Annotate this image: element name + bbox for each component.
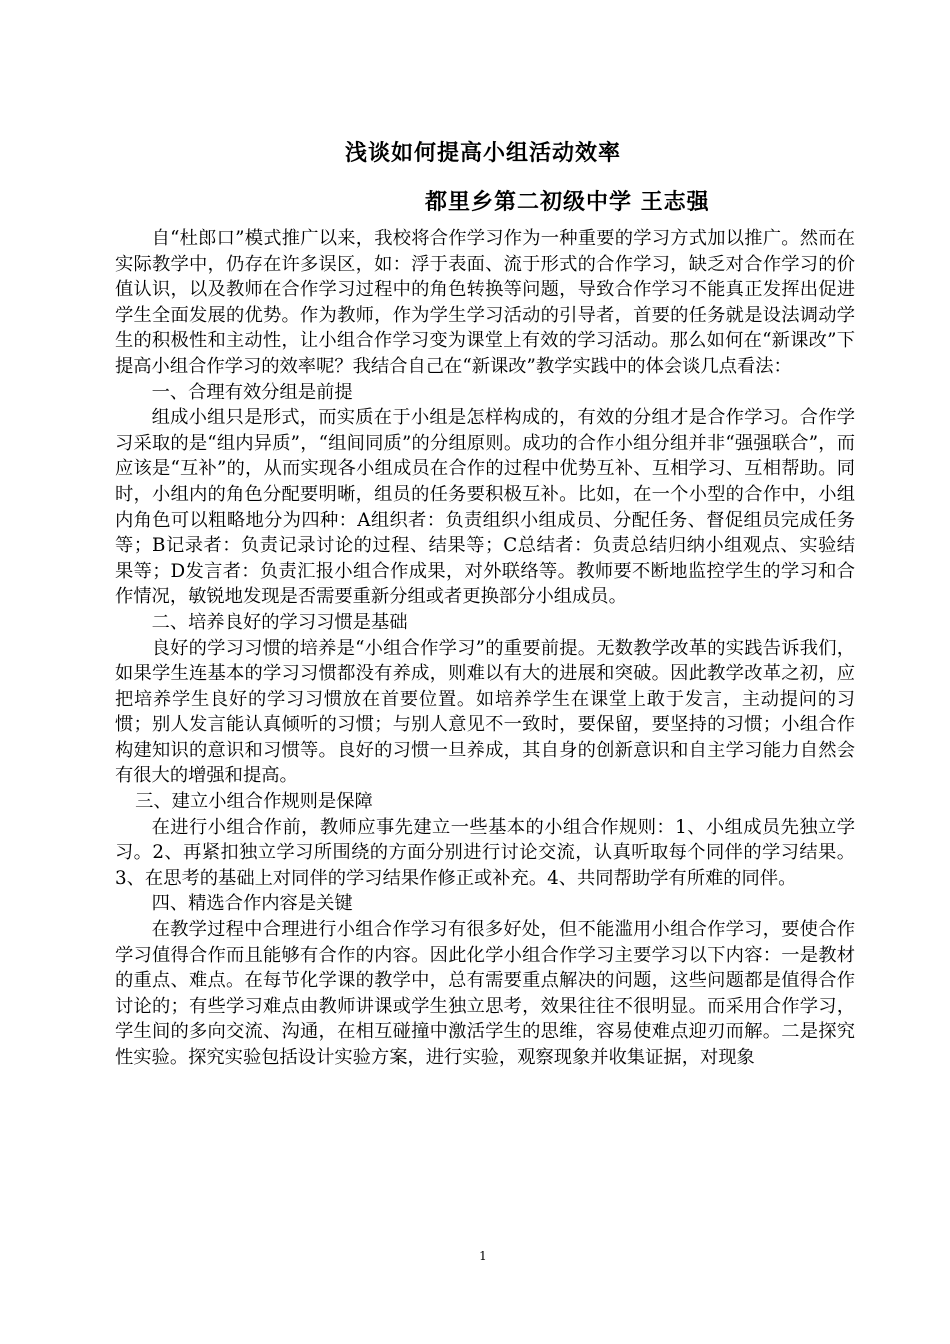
paragraph-habits: 良好的学习习惯的培养是“小组合作学习”的重要前提。无数教学改革的实践告诉我们，如果学生连基本的学习习惯都没有养成，则难以有大的进展和突破。因此教学改革之初，应把培养学生良好的学习习惯放在首要位置。如培养学生在课堂上敢于发言，主动提问的习惯；别人发言能认真倾听的习惯；与别人意见不一致时，要保留，要坚持的习惯；小组合作构建知识的意识和习惯等。良好的习惯一旦养成，其自身的创新意识和自主学习能力自然会有很大的增强和提高。 bbox=[115, 637, 855, 787]
document-title: 浅谈如何提高小组活动效率 bbox=[344, 140, 621, 166]
section-heading-3: 三、建立小组合作规则是保障 bbox=[135, 791, 373, 813]
paragraph-intro: 自“杜郎口”模式推广以来，我校将合作学习作为一种重要的学习方式加以推广。然而在实际教学中，仍存在许多误区，如：浮于表面、流于形式的合作学习，缺乏对合作学习的价值认识，以及教师在合作学习过程中的角色转换等问题，导致合作学习不能真正发挥出促进学生全面发展的优势。作为教师，作为学生学习活动的引导者，首要的任务就是设法调动学生的积极性和主动性，让小组合作学习变为课堂上有效的学习活动。那么如何在“新课改”下提高小组合作学习的效率呢？我结合自己在“新课改”教学实践中的体会谈几点看法： bbox=[115, 228, 855, 377]
document-author: 都里乡第二初级中学 王志强 bbox=[425, 189, 710, 215]
section-heading-2: 二、培养良好的学习习惯是基础 bbox=[151, 611, 408, 633]
section-heading-1: 一、合理有效分组是前提 bbox=[151, 381, 353, 403]
paragraph-content: 在教学过程中合理进行小组合作学习有很多好处，但不能滥用小组合作学习，要使合作学习值得合作而且能够有合作的内容。因此化学小组合作学习主要学习以下内容：一是教材的重点、难点。在每节化学课的教学中，总有需要重点解决的问题，这些问题都是值得合作讨论的；有些学习难点由教师讲课或学生独立思考，效果往往不很明显。而采用合作学习，学生间的多向交流、沟通，在相互碰撞中激活学生的思维，容易使难点迎刃而解。二是探究性实验。探究实验包括设计实验方案，进行实验，观察现象并收集证据，对现象 bbox=[115, 919, 855, 1068]
paragraph-rules: 在进行小组合作前，教师应事先建立一些基本的小组合作规则：1、小组成员先独立学习。2、再紧扣独立学习所围绕的方面分别进行讨论交流，认真听取每个同伴的学习结果。3、在思考的基础上对同伴的学习结果作修正或补充。4、共同帮助学有所难的同伴。 bbox=[115, 816, 855, 889]
document-body bbox=[115, 226, 855, 1071]
page-number: 1 bbox=[479, 1249, 487, 1263]
paragraph-grouping: 组成小组只是形式，而实质在于小组是怎样构成的，有效的分组才是合作学习。合作学习采取的是“组内异质”，“组间同质”的分组原则。成功的合作小组分组并非“强强联合”，而应该是“互补”的，从而实现各小组成员在合作的过程中优势互补、互相学习、互相帮助。同时，小组内的角色分配要明晰，组员的任务要积极互补。比如，在一个小型的合作中，小组内角色可以粗略地分为四种：A组织者：负责组织小组成员、分配任务、督促组员完成任务等；B记录者：负责记录讨论的过程、结果等；C总结者：负责总结归纳小组观点、实验结果等；D发言者：负责汇报小组合作成果，对外联络等。教师要不断地监控学生的学习和合作情况，敏锐地发现是否需要重新分组或者更换部分小组成员。 bbox=[115, 407, 855, 608]
section-heading-4: 四、精选合作内容是关键 bbox=[151, 893, 353, 915]
